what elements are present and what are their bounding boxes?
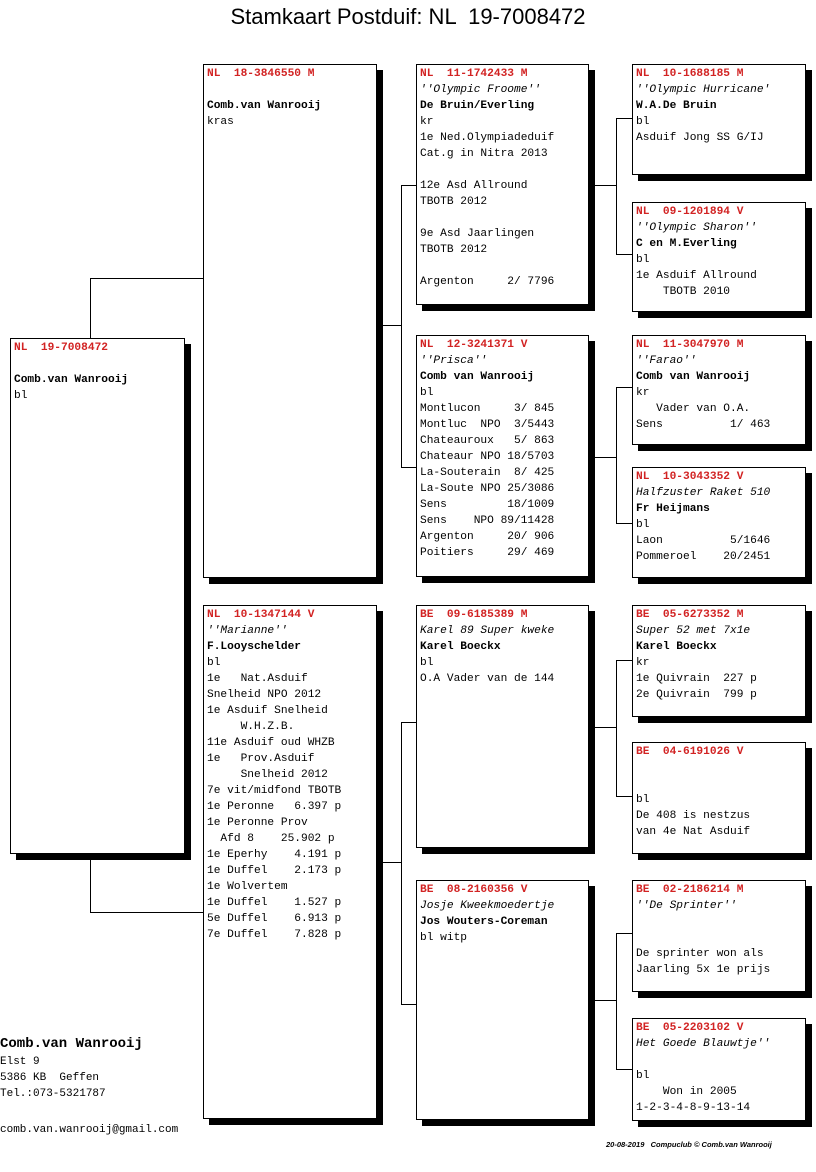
- dam-card: [203, 605, 377, 1119]
- pigeon-detail-line: Sens 1/ 463: [636, 419, 771, 431]
- pigeon-detail-line: Chateauroux 5/ 863: [420, 435, 555, 447]
- pigeon-owner: W.A.De Bruin: [636, 100, 717, 112]
- pigeon-detail-line: 1e Prov.Asduif: [207, 753, 315, 765]
- pigeon-detail-line: 1e Asduif Snelheid: [207, 705, 328, 717]
- pigeon-name: ''Farao'': [636, 355, 697, 367]
- ring-number: NL 09-1201894 V: [636, 206, 744, 218]
- pigeon-detail-line: 1e Duffel 1.527 p: [207, 897, 342, 909]
- sire-dam-dam-card: [632, 467, 806, 578]
- ring-number: BE 05-6273352 M: [636, 609, 744, 621]
- pigeon-detail-line: 12e Asd Allround: [420, 180, 528, 192]
- pigeon-detail-line: bl: [636, 519, 650, 531]
- connector-line: [90, 278, 204, 279]
- breeder-phone: Tel.:073-5321787: [0, 1088, 106, 1100]
- breeder-info: [0, 1034, 200, 1102]
- pigeon-detail-line: 1-2-3-4-8-9-13-14: [636, 1102, 751, 1114]
- pigeon-detail-line: Snelheid NPO 2012: [207, 689, 322, 701]
- pigeon-detail-line: [420, 258, 585, 274]
- pigeon-name: ''Olympic Hurricane': [636, 84, 771, 96]
- pigeon-detail-line: bl witp: [420, 932, 467, 944]
- pigeon-detail-line: [636, 760, 802, 776]
- pigeon-owner: Fr Heijmans: [636, 503, 710, 515]
- pigeon-detail-line: W.H.Z.B.: [207, 721, 295, 733]
- pigeon-detail-line: 1e Peronne 6.397 p: [207, 801, 342, 813]
- pigeon-detail-line: bl: [636, 116, 650, 128]
- pigeon-detail-line: Chateaur NPO 18/5703: [420, 451, 555, 463]
- pigeon-owner: Karel Boeckx: [636, 641, 717, 653]
- pigeon-detail-line: 1e Peronne Prov: [207, 817, 308, 829]
- connector-line: [90, 278, 91, 340]
- pigeon-name: ''Prisca'': [420, 355, 488, 367]
- ring-number: NL 11-3047970 M: [636, 339, 744, 351]
- ring-number: BE 02-2186214 M: [636, 884, 744, 896]
- page-title: Stamkaart Postduif: NL 19-7008472: [230, 4, 586, 29]
- sire-sire-sire-card: [632, 64, 806, 175]
- pigeon-name: Josje Kweekmoedertje: [420, 900, 555, 912]
- pigeon-detail-line: bl: [636, 794, 650, 806]
- pigeon-name: Super 52 met 7x1e: [636, 625, 751, 637]
- connector-line: [616, 796, 632, 797]
- pigeon-name: Halfzuster Raket 510: [636, 487, 771, 499]
- dam-sire-sire-card: [632, 605, 806, 717]
- pigeon-detail-line: bl: [636, 254, 650, 266]
- pigeon-detail-line: 1e Duffel 2.173 p: [207, 865, 342, 877]
- pigeon-owner: Comb van Wanrooij: [636, 371, 751, 383]
- breeder-address: Elst 9: [0, 1056, 40, 1068]
- ring-number: BE 08-2160356 V: [420, 884, 528, 896]
- ring-number: NL 10-1347144 V: [207, 609, 315, 621]
- connector-line: [616, 933, 632, 934]
- pigeon-detail-line: 7e vit/midfond TBOTB: [207, 785, 342, 797]
- pigeon-name: ''Olympic Sharon'': [636, 222, 757, 234]
- connector-line: [90, 852, 91, 912]
- pigeon-detail-line: Argenton 20/ 906: [420, 531, 555, 543]
- ring-number: BE 09-6185389 M: [420, 609, 528, 621]
- ring-number: NL 11-1742433 M: [420, 68, 528, 80]
- pigeon-detail-line: Laon 5/1646: [636, 535, 771, 547]
- pigeon-detail-line: Pommeroel 20/2451: [636, 551, 771, 563]
- pigeon-detail-line: 1e Eperhy 4.191 p: [207, 849, 342, 861]
- pigeon-detail-line: De sprinter won als: [636, 948, 764, 960]
- pigeon-detail-line: Montlucon 3/ 845: [420, 403, 555, 415]
- sire-dam-card: [416, 335, 589, 577]
- pigeon-detail-line: 5e Duffel 6.913 p: [207, 913, 342, 925]
- connector-line: [401, 722, 417, 723]
- ring-number: NL 10-3043352 V: [636, 471, 744, 483]
- connector-line: [616, 660, 632, 661]
- pigeon-detail-line: TBOTB 2012: [420, 244, 488, 256]
- pigeon-detail-line: O.A Vader van de 144: [420, 673, 555, 685]
- connector-line: [588, 727, 616, 728]
- pigeon-detail-line: [420, 162, 585, 178]
- connector-line: [616, 118, 632, 119]
- pigeon-detail-line: 2e Quivrain 799 p: [636, 689, 757, 701]
- connector-line: [616, 254, 632, 255]
- pigeon-detail-line: Sens NPO 89/11428: [420, 515, 555, 527]
- pigeon-detail-line: kras: [207, 116, 234, 128]
- sire-sire-card: [416, 64, 589, 305]
- pigeon-detail-line: bl: [636, 1070, 650, 1082]
- pigeon-name: ''Olympic Froome'': [420, 84, 541, 96]
- pigeon-name: ''Marianne'': [207, 625, 288, 637]
- connector-line: [401, 467, 417, 468]
- connector-line: [401, 185, 402, 467]
- pigeon-detail-line: kr: [636, 657, 650, 669]
- pigeon-name: Het Goede Blauwtje'': [636, 1038, 771, 1050]
- connector-line: [616, 387, 632, 388]
- dam-sire-card: [416, 605, 589, 848]
- pigeon-detail-line: bl: [207, 657, 221, 669]
- sire-card: [203, 64, 377, 578]
- pigeon-detail-line: 11e Asduif oud WHZB: [207, 737, 335, 749]
- ring-number: NL 12-3241371 V: [420, 339, 528, 351]
- pigeon-detail-line: TBOTB 2012: [420, 196, 488, 208]
- connector-line: [616, 1069, 632, 1070]
- pigeon-detail-line: [636, 930, 802, 946]
- pigeon-detail-line: Argenton 2/ 7796: [420, 276, 555, 288]
- pigeon-detail-line: Snelheid 2012: [207, 769, 328, 781]
- dam-dam-sire-card: [632, 880, 806, 992]
- connector-line: [401, 185, 417, 186]
- breeder-name: Comb.van Wanrooij: [0, 1036, 143, 1052]
- ring-number: NL 18-3846550 M: [207, 68, 315, 80]
- subject-pigeon-card: [10, 338, 185, 854]
- pigeon-detail-line: La-Souterain 8/ 425: [420, 467, 555, 479]
- pigeon-detail-line: 1e Wolvertem: [207, 881, 288, 893]
- connector-line: [616, 523, 632, 524]
- pigeon-detail-line: Won in 2005: [636, 1086, 737, 1098]
- connector-line: [401, 1004, 417, 1005]
- pigeon-detail-line: [420, 210, 585, 226]
- pigeon-detail-line: bl: [420, 657, 434, 669]
- dam-dam-dam-card: [632, 1018, 806, 1121]
- connector-line: [376, 862, 401, 863]
- connector-line: [588, 185, 616, 186]
- pigeon-detail-line: [14, 356, 181, 372]
- pigeon-detail-line: Vader van O.A.: [636, 403, 751, 415]
- ring-number: NL 19-7008472: [14, 342, 108, 354]
- ring-number: BE 05-2203102 V: [636, 1022, 744, 1034]
- pigeon-detail-line: TBOTB 2010: [636, 286, 730, 298]
- pigeon-detail-line: Afd 8 25.902 p: [207, 833, 335, 845]
- pigeon-owner: Comb van Wanrooij: [420, 371, 535, 383]
- pigeon-name: Karel 89 Super kweke: [420, 625, 555, 637]
- pigeon-detail-line: Poitiers 29/ 469: [420, 547, 555, 559]
- pigeon-detail-line: bl: [14, 390, 28, 402]
- connector-line: [376, 325, 401, 326]
- connector-line: [616, 118, 617, 254]
- pigeon-owner: Comb.van Wanrooij: [14, 374, 129, 386]
- pigeon-detail-line: 1e Nat.Asduif: [207, 673, 308, 685]
- pigeon-owner: F.Looyschelder: [207, 641, 301, 653]
- connector-line: [588, 457, 616, 458]
- connector-line: [616, 660, 617, 796]
- pigeon-detail-line: [636, 776, 802, 792]
- breeder-email: comb.van.wanrooij@gmail.com: [0, 1124, 179, 1136]
- pigeon-owner: Jos Wouters-Coreman: [420, 916, 548, 928]
- pigeon-detail-line: Asduif Jong SS G/IJ: [636, 132, 764, 144]
- connector-line: [616, 933, 617, 1069]
- pigeon-name: ''De Sprinter'': [636, 900, 737, 912]
- pigeon-detail-line: [636, 1052, 802, 1068]
- pigeon-detail-line: 9e Asd Jaarlingen: [420, 228, 535, 240]
- pigeon-detail-line: kr: [636, 387, 650, 399]
- sire-dam-sire-card: [632, 335, 806, 445]
- pigeon-detail-line: 7e Duffel 7.828 p: [207, 929, 342, 941]
- connector-line: [90, 912, 204, 913]
- pigeon-detail-line: van 4e Nat Asduif: [636, 826, 751, 838]
- footer-credit: 20-08-2019 Compuclub © Comb.van Wanrooij: [606, 1140, 772, 1149]
- pigeon-detail-line: [207, 82, 373, 98]
- pigeon-owner: Comb.van Wanrooij: [207, 100, 322, 112]
- ring-number: NL 10-1688185 M: [636, 68, 744, 80]
- pigeon-detail-line: 1e Quivrain 227 p: [636, 673, 757, 685]
- ring-number: BE 04-6191026 V: [636, 746, 744, 758]
- pigeon-owner: Karel Boeckx: [420, 641, 501, 653]
- dam-sire-dam-card: [632, 742, 806, 854]
- pigeon-detail-line: Sens 18/1009: [420, 499, 555, 511]
- pigeon-detail-line: De 408 is nestzus: [636, 810, 751, 822]
- pigeon-detail-line: Cat.g in Nitra 2013: [420, 148, 548, 160]
- connector-line: [588, 1000, 616, 1001]
- pigeon-detail-line: kr: [420, 116, 434, 128]
- pigeon-detail-line: La-Soute NPO 25/3086: [420, 483, 555, 495]
- pigeon-detail-line: bl: [420, 387, 434, 399]
- pigeon-detail-line: 1e Asduif Allround: [636, 270, 757, 282]
- pigeon-detail-line: 1e Ned.Olympiadeduif: [420, 132, 555, 144]
- connector-line: [616, 387, 617, 523]
- pigeon-detail-line: [636, 914, 802, 930]
- connector-line: [401, 722, 402, 1004]
- pigeon-detail-line: Montluc NPO 3/5443: [420, 419, 555, 431]
- dam-dam-card: [416, 880, 589, 1120]
- sire-sire-dam-card: [632, 202, 806, 312]
- pigeon-owner: C en M.Everling: [636, 238, 737, 250]
- pigeon-owner: De Bruin/Everling: [420, 100, 535, 112]
- breeder-city: 5386 KB Geffen: [0, 1072, 100, 1084]
- pigeon-detail-line: Jaarling 5x 1e prijs: [636, 964, 771, 976]
